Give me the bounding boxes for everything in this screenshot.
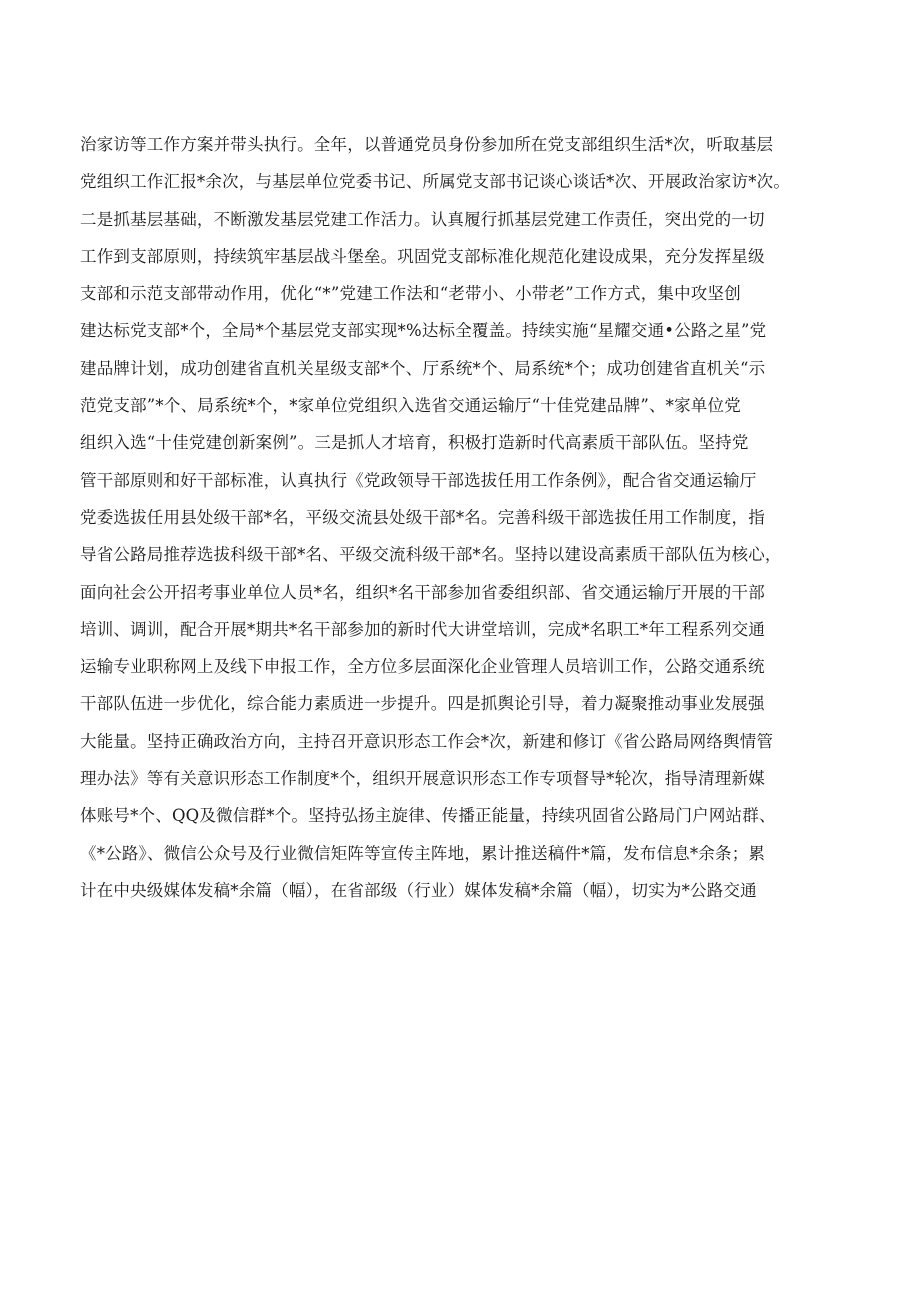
text-line: 管干部原则和好干部标准，认真执行《党政领导干部选拔任用工作条例》，配合省交通运输厅 bbox=[80, 470, 757, 490]
text-line: 支部和示范支部带动作用，优化“*”党建工作法和“老带小、小带老”工作方式，集中攻坚创 bbox=[80, 284, 741, 304]
text-line: 导省公路局推荐选拔科级干部*名、平级交流科级干部*名。坚持以建设高素质干部队伍为核心， bbox=[80, 545, 782, 565]
text-line: 治家访等工作方案并带头执行。全年，以普通党员身份参加所在党支部组织生活*次，听取基层 bbox=[80, 135, 774, 154]
body-text bbox=[80, 126, 860, 909]
text-line: 《*公路》、微信公众号及行业微信矩阵等宣传主阵地，累计推送稿件*篇，发布信息*余条；累 bbox=[80, 843, 766, 863]
text-line: 培训、调训，配合开展*期共*名干部参加的新时代大讲堂培训，完成*名职工*年工程系列交通 bbox=[80, 619, 766, 639]
text-line: 体账号*个、QQ及微信群*个。坚持弘扬主旋律、传播正能量，持续巩固省公路局门户网站群、 bbox=[80, 806, 776, 826]
text-line: 干部队伍进一步优化，综合能力素质进一步提升。四是抓舆论引导，着力凝聚推动事业发展强 bbox=[80, 694, 765, 714]
text-line: 组织入选“十佳党建创新案例”。三是抓人才培育，积极打造新时代高素质干部队伍。坚持党 bbox=[80, 433, 749, 453]
text-line: 工作到支部原则，持续筑牢基层战斗堡垒。巩固党支部标准化规范化建设成果，充分发挥星级 bbox=[80, 246, 765, 266]
text-line: 党组织工作汇报*余次，与基层单位党委书记、所属党支部书记谈心谈话*次、开展政治家访*次。 bbox=[80, 172, 791, 192]
text-line: 大能量。坚持正确政治方向，主持召开意识形态工作会*次，新建和修订《省公路局网络舆情管 bbox=[80, 731, 774, 751]
text-line: 党委选拔任用县处级干部*名，平级交流县处级干部*名。完善科级干部选拔任用工作制度，指 bbox=[80, 507, 765, 527]
text-line: 二是抓基层基础，不断激发基层党建工作活力。认真履行抓基层党建工作责任，突出党的一切 bbox=[80, 209, 765, 229]
text-line: 理办法》等有关意识形态工作制度*个，组织开展意识形态工作专项督导*轮次，指导清理新媒 bbox=[80, 769, 765, 789]
text-line: 计在中央级媒体发稿*余篇（幅），在省部级（行业）媒体发稿*余篇（幅），切实为*公路交通 bbox=[80, 880, 757, 900]
text-line: 面向社会公开招考事业单位人员*名，组织*名干部参加省委组织部、省交通运输厅开展的干部 bbox=[80, 582, 765, 602]
text-line: 建品牌计划，成功创建省直机关星级支部*个、厅系统*个、局系统*个；成功创建省直机关“示 bbox=[80, 358, 766, 378]
text-line: 范党支部”*个、局系统*个，*家单位党组织入选省交通运输厅“十佳党建品牌”、*家单位党 bbox=[80, 396, 741, 416]
text-line: 运输专业职称网上及线下申报工作，全方位多层面深化企业管理人员培训工作，公路交通系统 bbox=[80, 657, 765, 677]
text-line: 建达标党支部*个，全局*个基层党支部实现*%达标全覆盖。持续实施“星耀交通•公路之星”党 bbox=[80, 321, 767, 341]
